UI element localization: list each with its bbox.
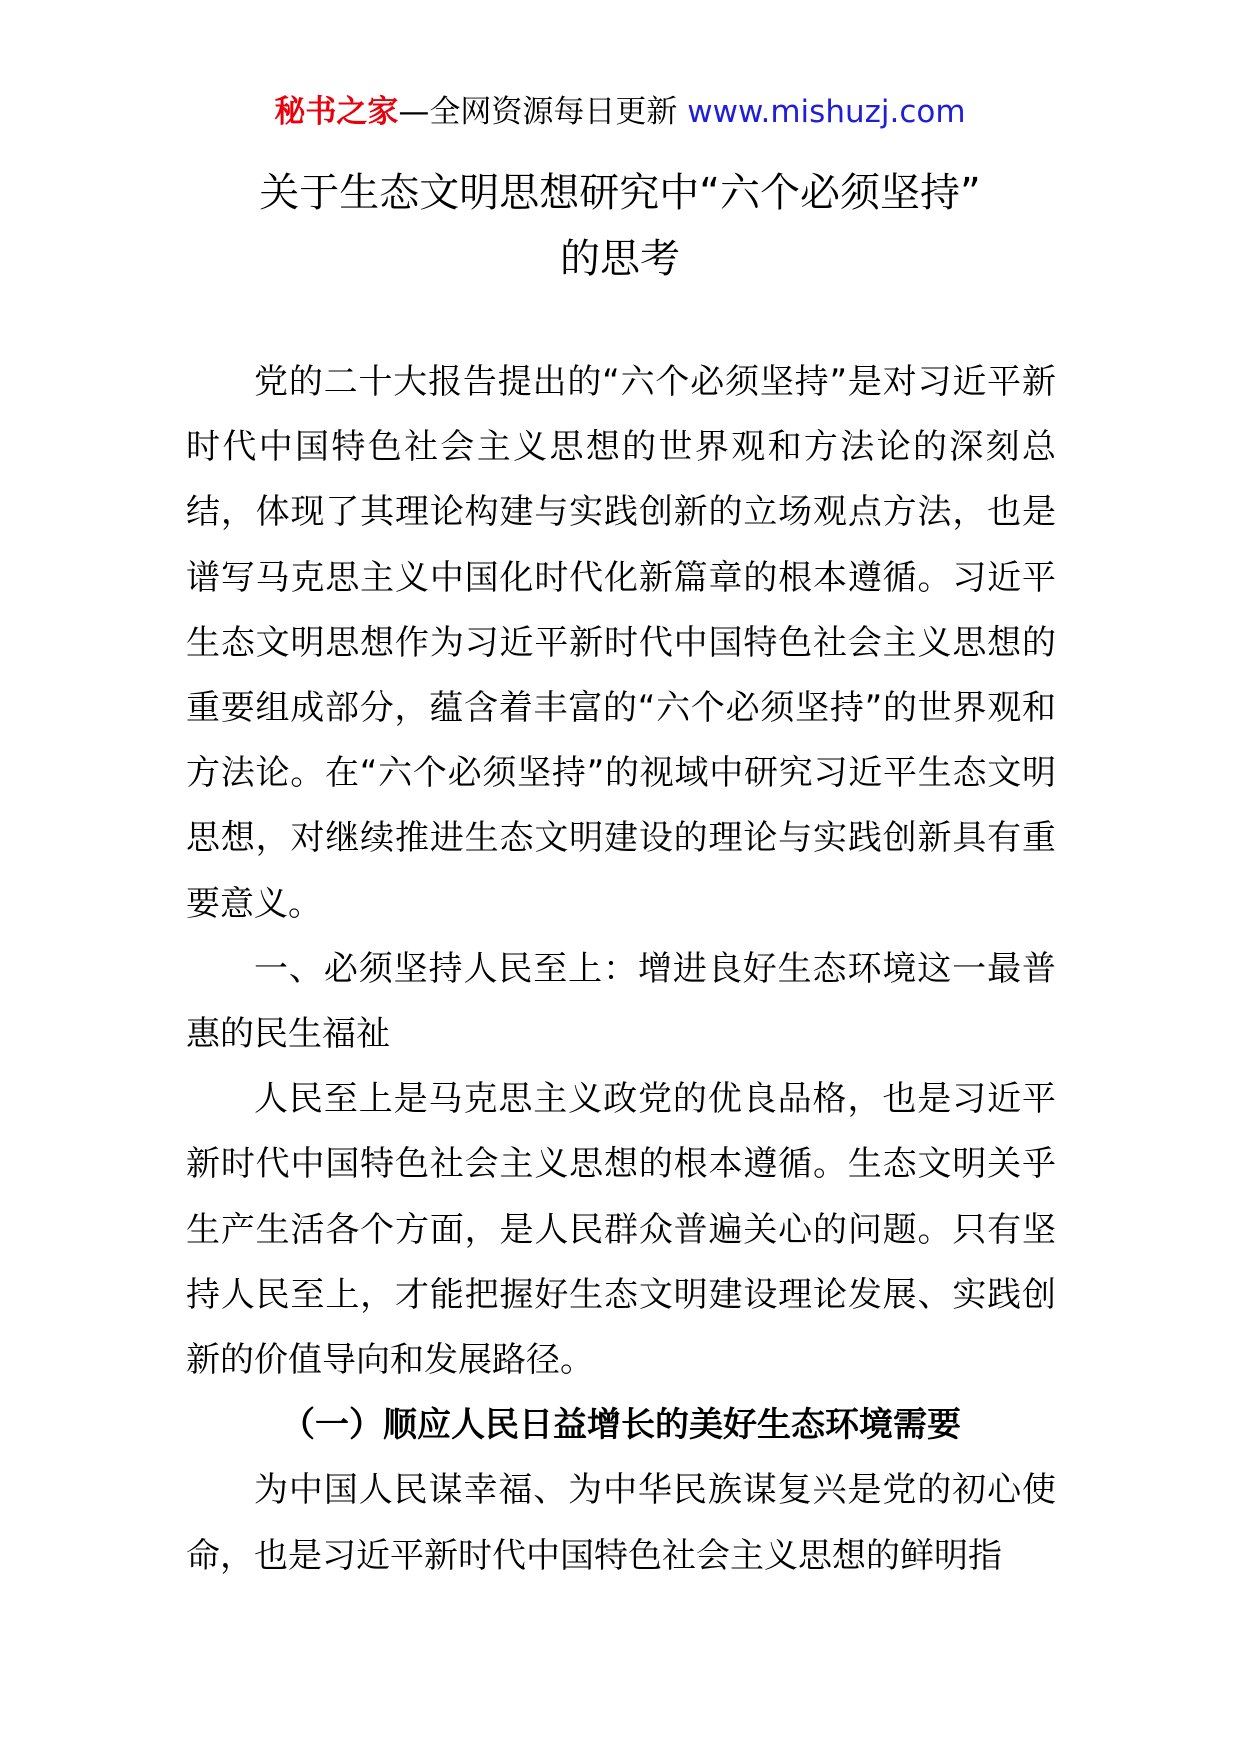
site-slogan: —全网资源每日更新 xyxy=(398,94,688,130)
subsection-heading-1: （一）顺应人民日益增长的美好生态环境需要 xyxy=(281,1405,961,1446)
brand-name: 秘书之家 xyxy=(274,94,399,130)
paragraph-people-first: 人民至上是马克思主义政党的优良品格，也是习近平新时代中国特色社会主义思想的根本遵循。生态文明关乎生产生活各个方面，是人民群众普遍关心的问题。只有坚持人民至上，才能把握好生态文明建设理论发展、实践创新的价值导向和发展路径。 xyxy=(186,1079,1056,1381)
title-line-1: 关于生态文明思想研究中“六个必须坚持” xyxy=(259,170,981,216)
document-title xyxy=(0,160,1240,292)
title-line-2: 的思考 xyxy=(560,236,680,282)
paragraph-intro: 党的二十大报告提出的“六个必须坚持”是对习近平新时代中国特色社会主义思想的世界观和方法论的深刻总结，体现了其理论构建与实践创新的立场观点方法，也是谱写马克思主义中国化时代化新篇章的根本遵循。习近平生态文明思想作为习近平新时代中国特色社会主义思想的重要组成部分，蕴含着丰富的“六个必须坚持”的世界观和方法论。在“六个必须坚持”的视域中研究习近平生态文明思想，对继续推进生态文明建设的理论与实践创新具有重要意义。 xyxy=(186,362,1056,924)
site-header xyxy=(0,90,1240,134)
document-body xyxy=(186,350,1056,1589)
site-url-link[interactable]: www.mishuzj.com xyxy=(687,94,966,130)
section-heading-1: 一、必须坚持人民至上：增进良好生态环境这一最普惠的民生福祉 xyxy=(186,948,1056,1055)
paragraph-mission: 为中国人民谋幸福、为中华民族谋复兴是党的初心使命，也是习近平新时代中国特色社会主义思想的鲜明指 xyxy=(186,1470,1056,1576)
